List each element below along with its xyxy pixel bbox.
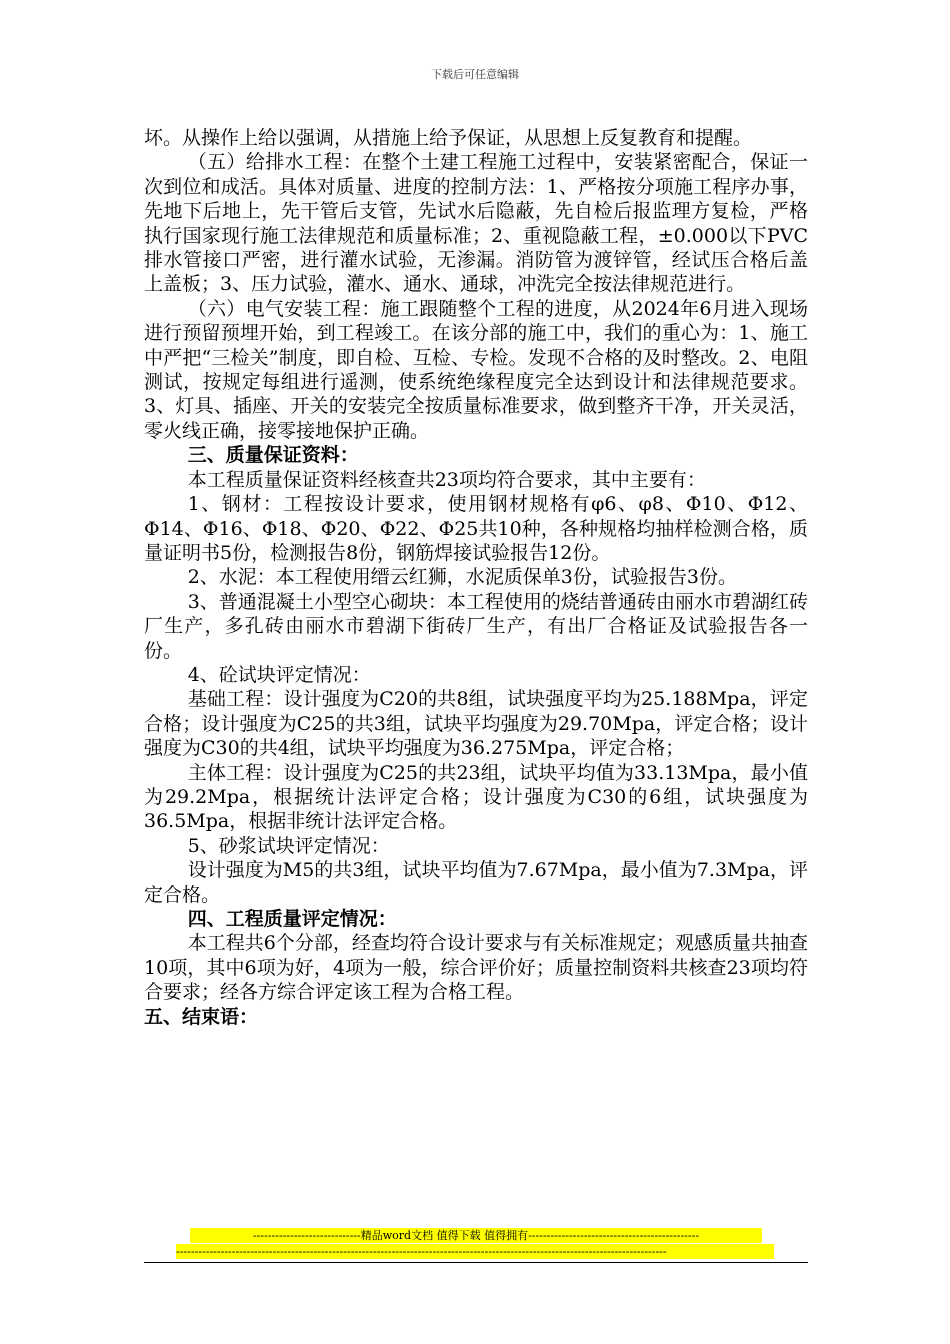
footer-dashes: ------------------------------------------------------------------------------------------------------------------------------------ bbox=[176, 1244, 774, 1259]
page-header: 下载后可任意编辑 bbox=[431, 68, 519, 81]
section-heading: 三、质量保证资料： bbox=[187, 444, 359, 467]
paragraph: 5、砂浆试块评定情况： bbox=[187, 834, 390, 857]
paragraph: 本工程质量保证资料经核查共23项均符合要求，其中主要有： bbox=[187, 468, 706, 491]
paragraph: 3、普通混凝土小型空心砌块：本工程使用的烧结普通砖由丽水市碧湖红砖厂生产，多孔砖由丽水市碧湖下街砖厂生产，有出厂合格证及试验报告各一份。 bbox=[144, 590, 808, 662]
paragraph: 4、砼试块评定情况： bbox=[187, 663, 371, 686]
paragraph: 坏。从操作上给以强调，从措施上给予保证，从思想上反复教育和提醒。 bbox=[144, 127, 753, 149]
paragraph: （五）给排水工程：在整个土建工程施工过程中，安装紧密配合，保证一次到位和成活。具体对质量、进度的控制方法：1、严格按分项施工程序办事，先地下后地上，先干管后支管，先试水后隐蔽，先自检后报监理方复检，严格执行国家现行施工法律规范和质量标准；2、重视隐蔽工程，±0.000以下PVC排水管接口严密，进行灌水试验，无渗漏。消防管为渡锌管，经试压合格后盖上盖板；3、压力试验，灌水、通水、通球，冲洗完全按法律规范进行。 bbox=[144, 151, 808, 296]
footer-rule bbox=[144, 1262, 808, 1263]
paragraph: 设计强度为M5的共3组，试块平均值为7.67Mpa，最小值为7.3Mpa，评定合格。 bbox=[144, 859, 808, 906]
paragraph: 1、钢材：工程按设计要求，使用钢材规格有φ6、φ8、Φ10、Φ12、Φ14、Φ16、Φ18、Φ20、Φ22、Φ25共10种，各种规格均抽样检测合格，质量证明书5份，检测报告8份，钢筋焊接试验报告12份。 bbox=[144, 493, 808, 564]
paragraph: 基础工程：设计强度为C20的共8组，试块强度平均为25.188Mpa，评定合格；设计强度为C25的共3组，试块平均强度为29.70Mpa，评定合格；设计强度为C30的共4组，试块平均强度为36.275Mpa，评定合格； bbox=[144, 688, 808, 760]
paragraph: 2、水泥：本工程使用缙云红狮，水泥质保单3份，试验报告3份。 bbox=[187, 566, 737, 589]
footer-banner: -----------------------------精品word文档 值得下载 值得拥有---------------------------------------------- bbox=[190, 1228, 762, 1243]
section-heading: 四、工程质量评定情况： bbox=[187, 908, 397, 930]
paragraph: （六）电气安装工程：施工跟随整个工程的进度，从2024年6月进入现场进行预留预埋开始，到工程竣工。在该分部的施工中，我们的重心为：1、施工中严把“三检关”制度，即自检、互检、专检。发现不合格的及时整改。2、电阻测试，按规定每组进行遥测，使系统绝缘程度完全达到设计和法律规范要求。3、灯具、插座、开关的安装完全按质量标准要求，做到整齐干净，开关灵活，零火线正确，接零接地保护正确。 bbox=[144, 297, 808, 442]
paragraph: 主体工程：设计强度为C25的共23组，试块平均值为33.13Mpa，最小值为29.2Mpa，根据统计法评定合格；设计强度为C30的6组，试块强度为36.5Mpa，根据非统计法评定合格。 bbox=[144, 761, 808, 833]
paragraph: 本工程共6个分部，经查均符合设计要求与有关标准规定；观感质量共抽查10项，其中6项为好，4项为一般，综合评价好；质量控制资料共核查23项均符合要求；经各方综合评定该工程为合格工程。 bbox=[144, 932, 808, 1004]
section-heading: 五、结束语： bbox=[144, 1005, 259, 1028]
document-body bbox=[144, 126, 808, 1029]
